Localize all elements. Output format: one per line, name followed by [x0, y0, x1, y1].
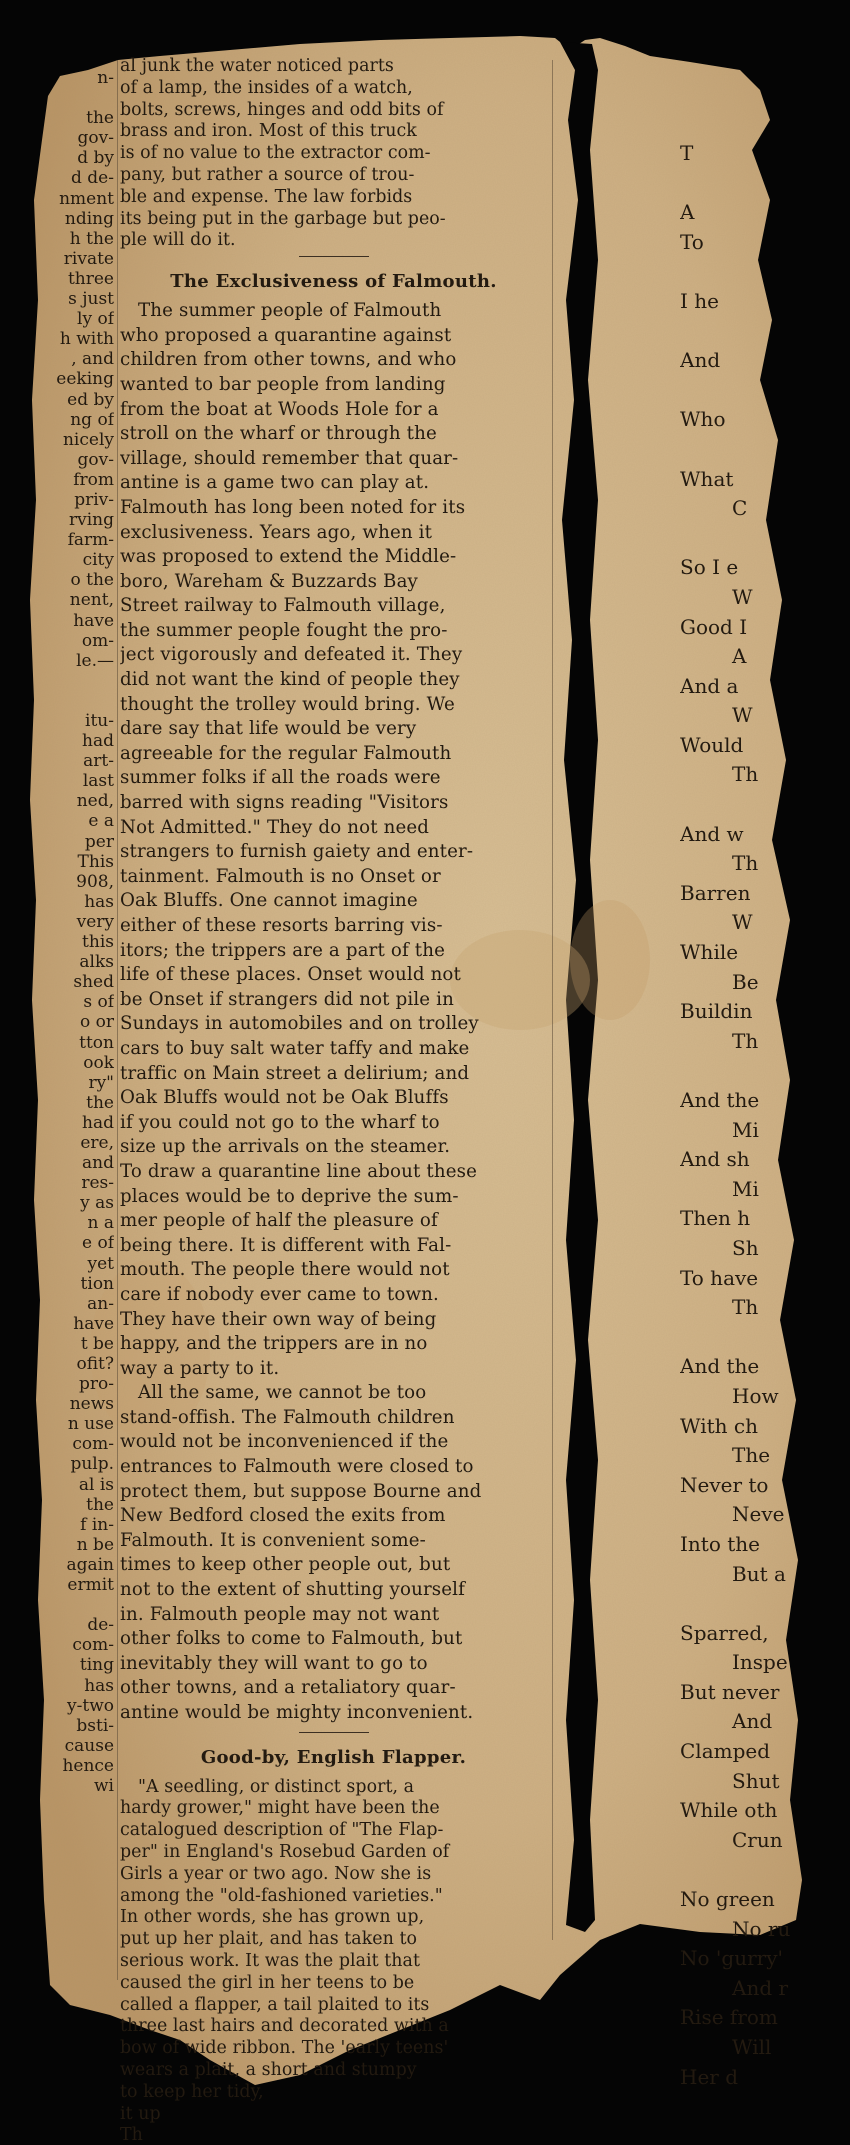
poem-fragment-line: Sh	[732, 1235, 759, 1260]
fragment-line: ere,	[80, 1132, 114, 1153]
fragment-line: ry"	[88, 1072, 114, 1093]
fragment-line: the	[86, 1494, 114, 1515]
fragment-line: nent,	[69, 590, 114, 611]
article-line: who proposed a quarantine against	[120, 324, 452, 346]
article-line: did not want the kind of people they	[120, 669, 460, 691]
poem-fragment-line	[680, 168, 790, 198]
article-line: Not Admitted." They do not need	[120, 816, 430, 838]
fragment-line: an-	[87, 1293, 114, 1314]
poem-fragment-line: And a	[680, 673, 739, 698]
headline-flapper: Good-by, English Flapper.	[200, 1746, 467, 1768]
fragment-line: wi	[94, 1775, 114, 1796]
article-line: All the same, we cannot be too	[138, 1382, 427, 1404]
article-line: not to the extent of shutting yourself	[120, 1579, 466, 1601]
fragment-line: eeking	[56, 369, 114, 390]
fragment-line: t be	[80, 1333, 114, 1354]
fragment-line: yet	[87, 1253, 114, 1274]
fragment-line: d by	[77, 148, 114, 169]
article-line: Sundays in automobiles and on trolley	[120, 1013, 479, 1035]
article-line: inevitably they will want to go to	[120, 1652, 428, 1674]
article-line: hardy grower," might have been the	[120, 1798, 440, 1819]
fragment-line: d de-	[71, 168, 114, 189]
article-line: Oak Bluffs would not be Oak Bluffs	[120, 1087, 449, 1109]
fragment-line	[36, 671, 114, 691]
poem-fragment-line: Neve	[732, 1502, 785, 1527]
fragment-line: farm-	[67, 530, 114, 551]
poem-fragment-line: No green	[680, 1887, 775, 1912]
article-line: the summer people fought the pro-	[120, 619, 448, 641]
article-line: would not be inconvenienced if the	[120, 1431, 449, 1453]
poem-fragment-line: T	[680, 141, 694, 165]
fragment-line: h with	[59, 329, 114, 350]
article-line: bolts, screws, hinges and odd bits of	[120, 99, 444, 120]
poem-fragment-line: Inspe	[732, 1650, 788, 1675]
article-line: children from other towns, and who	[120, 349, 457, 371]
article-line: was proposed to extend the Middle-	[120, 546, 457, 568]
poem-fragment-line: What	[680, 466, 734, 491]
fragment-line: ook	[83, 1052, 114, 1073]
article-line: traffic on Main street a delirium; and	[120, 1062, 470, 1084]
article-line: size up the arrivals on the steamer.	[120, 1136, 451, 1158]
article-line: per" in England's Rosebud Garden of	[120, 1842, 450, 1862]
fragment-line: news	[69, 1394, 114, 1415]
fragment-line: de-	[87, 1615, 114, 1636]
article-line: put up her plait, and has taken to	[120, 1929, 418, 1950]
article-line: tainment. Falmouth is no Onset or	[120, 865, 441, 887]
poem-fragment-line: And the	[680, 1354, 760, 1379]
poem-fragment-line: Will	[732, 2035, 772, 2059]
article-line: boro, Wareham & Buzzards Bay	[120, 570, 418, 592]
poem-fragment-line	[680, 316, 790, 346]
fragment-line: pulp.	[70, 1454, 114, 1475]
article-line: is of no value to the extractor com-	[120, 143, 431, 164]
poem-fragment-line: So I e	[680, 555, 739, 580]
article-line: bow of wide ribbon. The 'early teens'	[120, 2038, 449, 2059]
fragment-line: from	[73, 469, 114, 490]
column-rule-right	[552, 60, 553, 1940]
poem-fragment-line: Into the	[680, 1531, 760, 1556]
article-line: The summer people of Falmouth	[138, 300, 442, 322]
article-line: stand-offish. The Falmouth children	[120, 1406, 455, 1428]
article-line: barred with signs reading "Visitors	[120, 792, 449, 814]
poem-fragment-line: Sparred,	[680, 1620, 769, 1645]
poem-fragment-line: Who	[680, 407, 726, 432]
section-divider	[299, 256, 369, 257]
article-line: caused the girl in her teens to be	[120, 1972, 415, 1993]
article-line: be Onset if strangers did not pile in	[120, 988, 454, 1010]
main-column	[120, 54, 547, 2145]
poem-fragment-line: Her d	[680, 2064, 738, 2089]
fragment-line: gov-	[77, 449, 114, 470]
article-line: pany, but rather a source of trou-	[120, 164, 415, 185]
poem-fragment-line: Mi	[732, 1117, 759, 1142]
article-line: brass and iron. Most of this truck	[120, 121, 417, 142]
fragment-line: y-two	[67, 1695, 114, 1716]
article-line: "A seedling, or distinct sport, a	[138, 1776, 415, 1797]
poem-fragment-line: Would	[680, 732, 744, 757]
article-line: strangers to furnish gaiety and enter-	[120, 841, 474, 863]
fragment-line: this	[82, 932, 114, 953]
fragment-line: This	[77, 851, 114, 872]
article-line: from the boat at Woods Hole for a	[120, 398, 439, 420]
article-line: They have their own way of being	[120, 1308, 437, 1330]
article-line: serious work. It was the plait that	[120, 1950, 421, 1971]
poem-fragment-line: With ch	[680, 1413, 758, 1438]
poem-fragment-line: And sh	[680, 1147, 750, 1172]
fragment-line: om-	[81, 630, 114, 651]
article-line: Falmouth. It is convenient some-	[120, 1529, 426, 1551]
poem-fragment-line: And r	[732, 1975, 789, 2000]
article-line: thought the trolley would bring. We	[120, 693, 455, 715]
poem-fragment-line: Shut	[732, 1768, 780, 1793]
poem-fragment-line	[680, 1055, 790, 1085]
fragment-line: had	[82, 731, 114, 752]
article-line: protect them, but suppose Bourne and	[120, 1480, 482, 1502]
fragment-line	[36, 691, 114, 711]
fragment-line: bsti-	[76, 1715, 114, 1736]
poem-fragment-line: And	[680, 348, 721, 373]
fragment-line: f in-	[80, 1514, 114, 1535]
article-line: times to keep other people out, but	[120, 1554, 451, 1576]
poem-fragment-line: But a	[732, 1561, 786, 1586]
fragment-line: n-	[97, 68, 114, 88]
article-line: being there. It is different with Fal-	[120, 1234, 452, 1256]
article-line: ject vigorously and defeated it. They	[120, 644, 463, 666]
fragment-line: three	[67, 268, 114, 289]
poem-fragment-line: A	[680, 200, 695, 225]
poem-fragment-line	[680, 1588, 790, 1618]
poem-fragment-line: Th	[732, 1028, 759, 1053]
poem-fragment-line	[680, 434, 790, 464]
article-line: antine is a game two can play at.	[120, 472, 430, 494]
poem-fragment-line: Be	[732, 969, 759, 994]
fragment-line: have	[73, 1313, 114, 1334]
article-line: stroll on the wharf or through the	[120, 423, 437, 445]
fragment-line: nment	[59, 188, 114, 209]
article-line: three last hairs and decorated with a	[120, 2016, 449, 2037]
fragment-line: has	[84, 1675, 114, 1696]
fragment-line: ned,	[76, 791, 114, 812]
fragment-line: n be	[76, 1534, 114, 1555]
poem-fragment-line: Th	[732, 851, 759, 876]
fragment-line: the	[86, 108, 114, 129]
poem-fragment-line: To	[680, 229, 704, 254]
fragment-line: nicely	[62, 429, 114, 450]
fragment-line: very	[76, 911, 114, 932]
fragment-line: hence	[62, 1755, 114, 1776]
headline-falmouth: The Exclusiveness of Falmouth.	[170, 271, 497, 293]
article-line: entrances to Falmouth were closed to	[120, 1456, 474, 1478]
poem-fragment-line: To have	[680, 1265, 759, 1290]
article-line: al junk the water noticed parts	[120, 56, 394, 76]
article-line: it up	[120, 2103, 161, 2124]
fragment-line: n use	[67, 1414, 114, 1435]
fragment-line: art-	[83, 751, 114, 772]
poem-fragment-line	[680, 1854, 790, 1884]
fragment-line: o the	[70, 570, 114, 591]
fragment-line: itu-	[85, 711, 114, 731]
falmouth-paragraph-2	[120, 1381, 547, 1725]
article-line: cars to buy salt water taffy and make	[120, 1037, 470, 1059]
fragment-line: o or	[80, 1012, 114, 1033]
poem-fragment-line	[680, 523, 790, 553]
article-line: other towns, and a retaliatory quar-	[120, 1677, 456, 1699]
fragment-line: 908,	[76, 871, 114, 892]
poem-fragment-line: While oth	[680, 1798, 778, 1823]
fragment-line: com-	[72, 1434, 114, 1455]
fragment-line: nding	[64, 208, 114, 229]
fragment-line: s just	[68, 289, 114, 310]
fragment-line: last	[82, 771, 114, 792]
article-line: mouth. The people there would not	[120, 1259, 450, 1281]
fragment-line: res-	[81, 1173, 114, 1194]
poem-fragment-line: And	[732, 1709, 773, 1734]
fragment-line: com-	[72, 1635, 114, 1656]
fragment-line	[36, 1595, 114, 1615]
poem-fragment-line: The	[732, 1443, 771, 1468]
article-line: In other words, she has grown up,	[120, 1907, 425, 1928]
article-line: life of these places. Onset would not	[120, 964, 461, 986]
fragment-line: e of	[82, 1233, 114, 1254]
poem-fragment-line: W	[732, 910, 753, 935]
poem-fragment-line: A	[732, 644, 747, 669]
poem-fragment-line: Th	[732, 1295, 759, 1320]
poem-fragment-line: And the	[680, 1088, 760, 1112]
article-line: of a lamp, the insides of a watch,	[120, 77, 413, 98]
poem-fragment-line: Then h	[680, 1206, 751, 1231]
fragment-line: shed	[73, 972, 114, 993]
poem-fragment-line: I he	[680, 288, 719, 313]
poem-fragment-line: Th	[732, 762, 759, 787]
left-column-fragment	[36, 68, 114, 1796]
section-divider	[299, 1732, 369, 1733]
falmouth-paragraph-1	[120, 299, 547, 1381]
article-line: antine would be mighty inconvenient.	[120, 1702, 474, 1724]
article-line: other folks to come to Falmouth, but	[120, 1628, 463, 1650]
poem-fragment-line	[680, 256, 790, 286]
article-line: summer folks if all the roads were	[120, 767, 441, 789]
poem-fragment-line: While	[680, 940, 739, 965]
fragment-line: has	[84, 891, 114, 912]
article-line: ple will do it.	[120, 230, 236, 251]
article-line: Girls a year or two ago. Now she is	[120, 1863, 432, 1884]
fragment-line: ng of	[70, 409, 114, 430]
fragment-line: pro-	[79, 1374, 114, 1395]
article-line: its being put in the garbage but peo-	[120, 208, 446, 229]
article-line: To draw a quarantine line about these	[120, 1160, 477, 1182]
article-line: catalogued description of "The Flap-	[120, 1820, 444, 1841]
poem-fragment-line: C	[732, 496, 748, 521]
article-line: called a flapper, a tail plaited to its	[120, 1994, 430, 2015]
article-line: happy, and the trippers are in no	[120, 1333, 428, 1355]
fragment-line: gov-	[77, 128, 114, 149]
article-line: Street railway to Falmouth village,	[120, 595, 446, 617]
fragment-line: le.—	[76, 650, 114, 671]
article-line: mer people of half the pleasure of	[120, 1210, 438, 1232]
fragment-line: per	[84, 831, 114, 852]
fragment-line: and	[82, 1153, 114, 1174]
article-line: to keep her tidy,	[120, 2081, 264, 2102]
poem-fragment-line	[680, 1322, 790, 1352]
poem-fragment-line: W	[732, 584, 753, 609]
fragment-line: , and	[71, 349, 114, 370]
article-line: agreeable for the regular Falmouth	[120, 742, 452, 764]
article-line: exclusiveness. Years ago, when it	[120, 521, 433, 543]
fragment-line: rivate	[63, 248, 114, 269]
poem-fragment-line: W	[732, 703, 753, 728]
article-line: wanted to bar people from landing	[120, 373, 446, 395]
poem-fragment-line: And w	[680, 821, 744, 846]
article-line: Th	[120, 2125, 143, 2145]
fragment-line: ed by	[67, 389, 114, 410]
fragment-line: tion	[80, 1273, 114, 1294]
column-rule-left	[117, 60, 118, 1980]
fragment-line: n a	[87, 1213, 114, 1234]
fragment-line: ofit?	[76, 1354, 114, 1374]
continued-article	[120, 54, 547, 250]
flapper-article	[120, 1775, 547, 2145]
fragment-line: al is	[78, 1474, 114, 1495]
article-line: way a party to it.	[120, 1357, 280, 1379]
poem-fragment-line: How	[732, 1383, 779, 1408]
article-line: if you could not go to the wharf to	[120, 1111, 440, 1133]
fragment-line: priv-	[74, 489, 114, 510]
fragment-line: s of	[83, 992, 114, 1013]
article-line: wears a plait, a short and stumpy	[120, 2059, 417, 2080]
poem-fragment-line: Crun	[732, 1827, 783, 1852]
poem-fragment-line	[680, 375, 790, 405]
poem-fragment-line: Clamped	[680, 1739, 771, 1764]
fragment-line: ly of	[77, 309, 114, 330]
article-line: Oak Bluffs. One cannot imagine	[120, 890, 418, 912]
fragment-line: y as	[80, 1193, 114, 1214]
article-line: places would be to deprive the sum-	[120, 1185, 459, 1207]
fragment-line: have	[73, 610, 114, 631]
poem-fragment-line: Mi	[732, 1176, 759, 1201]
fragment-line: tton	[79, 1032, 114, 1053]
article-line: among the "old-fashioned varieties."	[120, 1885, 443, 1906]
fragment-line: had	[82, 1112, 114, 1133]
poem-fragment-line: Rise from	[680, 2005, 778, 2030]
poem-fragment-line: No ru	[732, 1916, 790, 1941]
article-line: New Bedford closed the exits from	[120, 1505, 446, 1527]
fragment-line: cause	[64, 1735, 114, 1756]
poem-fragment-line: No 'gurry'	[680, 1946, 783, 1971]
article-line: village, should remember that quar-	[120, 447, 459, 469]
poem-fragment-line: Barren	[680, 880, 751, 905]
fragment-line	[36, 88, 114, 108]
fragment-line: alks	[79, 952, 114, 973]
fragment-line: again	[66, 1554, 114, 1575]
fragment-line: ting	[79, 1655, 114, 1676]
fragment-line: rving	[69, 510, 114, 531]
poem-fragment-line: Buildin	[680, 999, 753, 1024]
poem-fragment-line	[680, 789, 790, 819]
fragment-line: the	[86, 1092, 114, 1113]
article-line: either of these resorts barring vis-	[120, 915, 443, 937]
poem-fragment-line: Good I	[680, 614, 748, 639]
article-line: care if nobody ever came to town.	[120, 1283, 439, 1305]
article-line: ble and expense. The law forbids	[120, 186, 413, 207]
fragment-line: ermit	[67, 1575, 114, 1596]
poem-fragment-line: But never	[680, 1679, 780, 1704]
fragment-line: e a	[88, 811, 114, 832]
article-line: itors; the trippers are a part of the	[120, 939, 446, 961]
poem-fragment-line: Never to	[680, 1472, 769, 1497]
article-line: in. Falmouth people may not want	[120, 1603, 440, 1625]
article-line: Falmouth has long been noted for its	[120, 496, 466, 518]
article-line: dare say that life would be very	[120, 718, 417, 740]
fragment-line: h the	[69, 228, 114, 249]
fragment-line: city	[82, 550, 114, 571]
right-column-fragment	[680, 138, 790, 2091]
